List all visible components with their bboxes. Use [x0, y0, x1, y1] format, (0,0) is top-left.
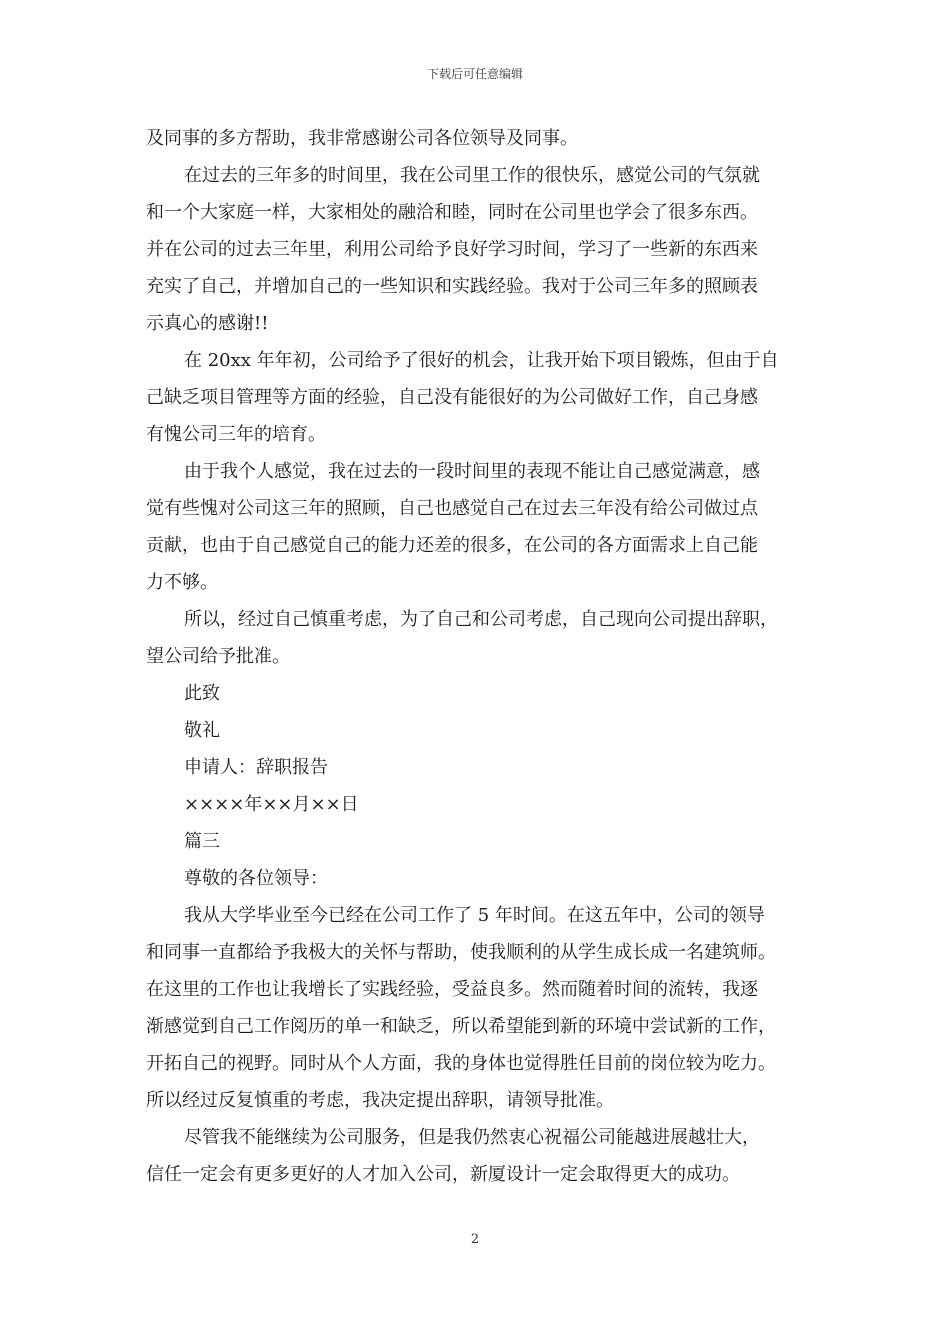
body-line: 力不够。	[146, 572, 218, 593]
body-line: 己缺乏项目管理等方面的经验，自己没有能很好的为公司做好工作，自己身感	[146, 387, 758, 408]
date-line: ××××年××月××日	[184, 794, 359, 815]
body-line: 示真心的感谢!!	[146, 313, 269, 334]
body-line: 觉有些愧对公司这三年的照顾，自己也感觉自己在过去三年没有给公司做过点	[146, 498, 758, 519]
body-line: 和一个大家庭一样，大家相处的融洽和睦，同时在公司里也学会了很多东西。	[146, 202, 758, 223]
closing-line: 敬礼	[184, 720, 220, 741]
body-line: 有愧公司三年的培育。	[146, 424, 326, 445]
body-line: 在这里的工作也让我增长了实践经验，受益良多。然而随着时间的流转，我逐	[146, 979, 758, 1000]
closing-line: 此致	[184, 683, 220, 704]
body-line: 在过去的三年多的时间里，我在公司里工作的很快乐，感觉公司的气氛就	[184, 165, 760, 186]
page-number: 2	[470, 1232, 480, 1247]
page-header: 下载后可任意编辑	[426, 67, 523, 81]
body-line: 在 20xx 年年初，公司给予了很好的机会，让我开始下项目锻炼，但由于自	[184, 350, 779, 371]
body-line: 充实了自己，并增加自己的一些知识和实践经验。我对于公司三年多的照顾表	[146, 276, 758, 297]
body-line: 由于我个人感觉，我在过去的一段时间里的表现不能让自己感觉满意，感	[184, 461, 760, 482]
body-line: 信任一定会有更多更好的人才加入公司，新厦设计一定会取得更大的成功。	[146, 1164, 740, 1185]
body-line: 贡献，也由于自己感觉自己的能力还差的很多，在公司的各方面需求上自己能	[146, 535, 758, 556]
section-heading: 篇三	[184, 831, 220, 852]
body-line: 和同事一直都给予我极大的关怀与帮助，使我顺利的从学生成长成一名建筑师。	[146, 942, 776, 963]
body-line: 尽管我不能继续为公司服务，但是我仍然衷心祝福公司能越进展越壮大，	[184, 1127, 760, 1148]
body-line: 开拓自己的视野。同时从个人方面，我的身体也觉得胜任目前的岗位较为吃力。	[146, 1053, 776, 1074]
body-line: 望公司给予批准。	[146, 646, 290, 667]
applicant-line: 申请人：辞职报告	[184, 757, 328, 778]
salutation-line: 尊敬的各位领导：	[184, 868, 328, 889]
body-line: 所以，经过自己慎重考虑，为了自己和公司考虑，自己现向公司提出辞职，	[184, 609, 778, 630]
document-body	[146, 120, 818, 1193]
body-line: 渐感觉到自己工作阅历的单一和缺乏，所以希望能到新的环境中尝试新的工作，	[146, 1016, 776, 1037]
body-line: 我从大学毕业至今已经在公司工作了 5 年时间。在这五年中，公司的领导	[184, 905, 765, 926]
body-line: 所以经过反复慎重的考虑，我决定提出辞职，请领导批准。	[146, 1090, 614, 1111]
body-line: 并在公司的过去三年里，利用公司给予良好学习时间，学习了一些新的东西来	[146, 239, 758, 260]
body-line: 及同事的多方帮助，我非常感谢公司各位领导及同事。	[146, 128, 578, 149]
